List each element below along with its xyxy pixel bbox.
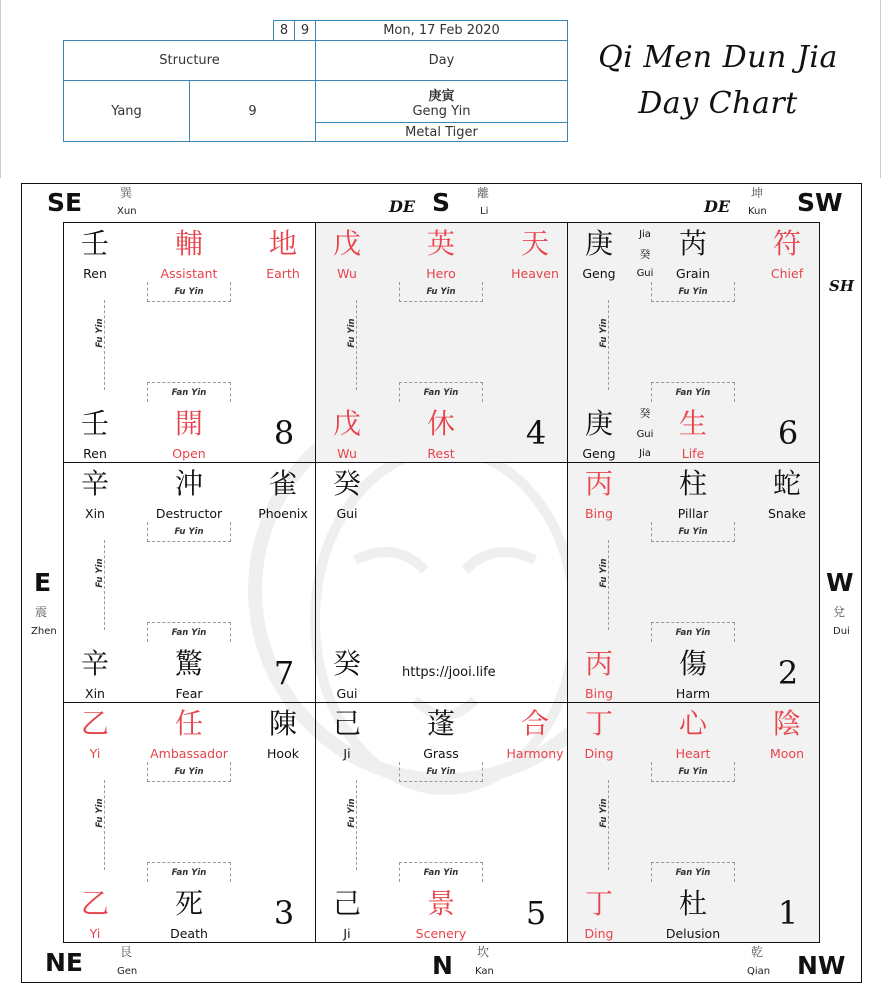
palace-8-door-label: Scenery (415, 926, 467, 941)
palace-1-heaven-stem-char: 壬 (80, 227, 109, 260)
palace-6-earth-stem-label: Bing (585, 686, 613, 701)
palace-8-fan-yin-box: Fan Yin (399, 862, 483, 882)
de-marker-s: DE (389, 197, 416, 216)
palace-1-deity-char: 地 (268, 227, 297, 260)
palace-1-earth-stem-char: 壬 (80, 407, 109, 440)
palace-6-earth-stem-char: 丙 (584, 647, 613, 680)
palace-6-fu-yin-vertical-label: Fu Yin (599, 558, 609, 588)
palace-3-door-label: Life (681, 446, 705, 461)
palace-4-number: 7 (273, 654, 295, 692)
palace-9-star-char: 心 (678, 707, 707, 740)
palace-3-fu-yin-box: Fu Yin (651, 282, 735, 302)
palace-4-fan-yin-box: Fan Yin (147, 622, 231, 642)
trigram-w-cj: 兌 (833, 605, 846, 619)
palace-9-fu-yin-box: Fu Yin (651, 762, 735, 782)
palace-2-door-char: 休 (426, 407, 455, 440)
palace-8-fu-yin-box: Fu Yin (399, 762, 483, 782)
palace-4-deity-char: 雀 (268, 467, 297, 500)
palace-7-heaven-stem-char: 乙 (80, 707, 109, 740)
palace-5-heaven-stem-label: Gui (336, 506, 358, 521)
palace-1-fu-yin-vertical (91, 300, 105, 390)
palace-7-earth-stem-label: Yi (89, 926, 101, 941)
palace-3-deity-char: 符 (772, 227, 801, 260)
palace-2-door-label: Rest (427, 446, 455, 461)
palace-9-star-label: Heart (675, 746, 711, 761)
trigram-nw-en: Qian (747, 966, 771, 977)
page-border-left (0, 0, 1, 178)
header-cell-1: 8 (273, 20, 295, 41)
palace-7-door-label: Death (170, 926, 208, 941)
palace-2-fu-yin-vertical-label: Fu Yin (347, 318, 357, 348)
palace-4-fu-yin-vertical (91, 540, 105, 630)
palace-5-heaven-stem-char: 癸 (332, 467, 361, 500)
palace-2-heaven-stem-char: 戊 (332, 227, 361, 260)
palace-7-deity-char: 陳 (268, 707, 297, 740)
palace-6-fu-yin-box: Fu Yin (651, 522, 735, 542)
sh-marker: SH (829, 277, 855, 295)
day-pillar (315, 80, 568, 123)
palace-1-deity-label: Earth (266, 266, 300, 281)
palace-7-number: 3 (273, 894, 295, 932)
grid-hline-2 (63, 702, 820, 703)
trigram-s-cj: 離 (477, 186, 490, 200)
palace-6-door-char: 傷 (678, 647, 707, 680)
palace-4-fu-yin-box: Fu Yin (147, 522, 231, 542)
palace-6-fu-yin-vertical (595, 540, 609, 630)
palace-8-fu-yin-vertical (343, 780, 357, 870)
palace-8-earth-stem-label: Ji (343, 926, 351, 941)
palace-6-heaven-stem-char: 丙 (584, 467, 613, 500)
palace-4-door-label: Fear (175, 686, 203, 701)
palace-9-fu-yin-vertical (595, 780, 609, 870)
grid-vline-2 (567, 222, 568, 942)
palace-9-earth-stem-char: 丁 (584, 887, 613, 920)
palace-7-star-char: 任 (174, 707, 203, 740)
palace-9-door-char: 杜 (678, 887, 707, 920)
dir-se: SE (47, 188, 83, 217)
dir-w: W (826, 568, 854, 597)
palace-8-number: 5 (525, 894, 547, 932)
palace-3-heaven-stem-char: 庚 (584, 227, 613, 260)
trigram-n-cj: 坎 (477, 945, 490, 959)
chart-date: Mon, 17 Feb 2020 (315, 20, 568, 41)
palace-3-star-label: Grain (676, 266, 710, 281)
palace-9-fan-yin-box: Fan Yin (651, 862, 735, 882)
palace-9-deity-label: Moon (769, 746, 804, 761)
palace-9-fu-yin-vertical-label: Fu Yin (599, 798, 609, 828)
palace-1-fu-yin-box: Fu Yin (147, 282, 231, 302)
palace-8-heaven-stem-char: 己 (332, 707, 361, 740)
palace-8-heaven-stem-label: Ji (343, 746, 351, 761)
palace-grid-border (63, 222, 820, 943)
trigram-n-en: Kan (475, 966, 494, 977)
site-url: https://jooi.life (402, 665, 496, 680)
palace-4-deity-label: Phoenix (258, 506, 308, 521)
palace-9-earth-stem-label: Ding (584, 926, 614, 941)
palace-5-earth-stem-label: Gui (336, 686, 358, 701)
palace-3-extra-bot-en1: Gui (636, 429, 654, 440)
palace-8-fu-yin-vertical-label: Fu Yin (347, 798, 357, 828)
palace-2-earth-stem-label: Wu (337, 446, 357, 461)
palace-9-deity-char: 陰 (772, 707, 801, 740)
palace-9-heaven-stem-label: Ding (584, 746, 614, 761)
palace-8-deity-label: Harmony (506, 746, 564, 761)
palace-3-extra-bot-char: 癸 (639, 407, 651, 420)
palace-7-deity-label: Hook (267, 746, 299, 761)
palace-3-door-char: 生 (678, 407, 707, 440)
palace-6-deity-char: 蛇 (772, 467, 801, 500)
de-marker-sw: DE (704, 197, 731, 216)
day-label: Day (315, 40, 568, 81)
structure-label: Structure (63, 40, 316, 81)
palace-6-door-label: Harm (675, 686, 711, 701)
palace-4-earth-stem-label: Xin (85, 686, 105, 701)
palace-4-star-char: 沖 (174, 467, 203, 500)
palace-3-extra-top-char: 癸 (639, 248, 651, 261)
palace-7-fu-yin-vertical-label: Fu Yin (95, 798, 105, 828)
palace-6-star-char: 柱 (678, 467, 707, 500)
palace-2-heaven-stem-label: Wu (337, 266, 357, 281)
palace-4-earth-stem-char: 辛 (80, 647, 109, 680)
trigram-ne-cj: 艮 (120, 945, 133, 959)
palace-2-earth-stem-char: 戊 (332, 407, 361, 440)
palace-6-deity-label: Snake (767, 506, 806, 521)
dir-sw: SW (797, 188, 843, 217)
trigram-se-cj: 巽 (120, 186, 133, 200)
dir-e: E (34, 568, 52, 597)
palace-3-star-char: 芮 (678, 227, 707, 260)
trigram-w-en: Dui (833, 626, 850, 637)
palace-2-fan-yin-box: Fan Yin (399, 382, 483, 402)
trigram-e-en: Zhen (31, 626, 57, 637)
palace-3-deity-label: Chief (770, 266, 804, 281)
palace-3-extra-top-en1: Jia (639, 229, 651, 240)
day-element: Metal Tiger (315, 122, 568, 142)
trigram-sw-cj: 坤 (751, 186, 764, 200)
palace-9-door-label: Delusion (665, 926, 721, 941)
trigram-s-en: Li (480, 206, 489, 217)
dir-ne: NE (45, 948, 84, 977)
palace-2-fu-yin-vertical (343, 300, 357, 390)
palace-4-star-label: Destructor (155, 506, 223, 521)
palace-1-earth-stem-label: Ren (83, 446, 107, 461)
palace-7-fu-yin-box: Fu Yin (147, 762, 231, 782)
dir-n: N (432, 951, 453, 980)
palace-2-deity-char: 天 (520, 227, 549, 260)
page-border-right (880, 0, 881, 178)
palace-3-fu-yin-vertical (595, 300, 609, 390)
day-pinyin: Geng Yin (412, 103, 471, 119)
palace-6-fan-yin-box: Fan Yin (651, 622, 735, 642)
palace-1-star-char: 輔 (174, 227, 203, 260)
palace-8-earth-stem-char: 己 (332, 887, 361, 920)
palace-3-extra-top-en2: Gui (636, 268, 654, 279)
palace-1-fu-yin-vertical-label: Fu Yin (95, 318, 105, 348)
palace-3-earth-stem-char: 庚 (584, 407, 613, 440)
palace-7-star-label: Ambassador (150, 746, 228, 761)
palace-3-fan-yin-box: Fan Yin (651, 382, 735, 402)
palace-2-star-label: Hero (426, 266, 456, 281)
palace-7-fan-yin-box: Fan Yin (147, 862, 231, 882)
palace-8-deity-char: 合 (520, 707, 549, 740)
palace-1-door-char: 開 (174, 407, 203, 440)
palace-2-number: 4 (525, 414, 547, 452)
palace-6-star-label: Pillar (677, 506, 709, 521)
palace-3-fu-yin-vertical-label: Fu Yin (599, 318, 609, 348)
palace-3-heaven-stem-label: Geng (582, 266, 616, 281)
palace-1-number: 8 (273, 414, 295, 452)
palace-7-heaven-stem-label: Yi (89, 746, 101, 761)
palace-6-number: 2 (777, 654, 799, 692)
trigram-se-en: Xun (117, 206, 137, 217)
header-cell-2: 9 (294, 20, 316, 41)
palace-4-door-char: 驚 (174, 647, 203, 680)
chart-title: Qi Men Dun Jia (598, 40, 838, 75)
palace-1-heaven-stem-label: Ren (83, 266, 107, 281)
palace-4-heaven-stem-label: Xin (85, 506, 105, 521)
palace-5-earth-stem-char: 癸 (332, 647, 361, 680)
polarity-value: Yang (63, 80, 190, 142)
dir-s: S (432, 188, 451, 217)
palace-3-extra-bot-en2: Jia (639, 448, 651, 459)
palace-8-door-char: 景 (426, 887, 455, 920)
grid-hline-1 (63, 462, 820, 463)
palace-1-fan-yin-box: Fan Yin (147, 382, 231, 402)
palace-9-number: 1 (777, 894, 799, 932)
palace-4-fu-yin-vertical-label: Fu Yin (95, 558, 105, 588)
trigram-e-cj: 震 (35, 605, 48, 619)
trigram-sw-en: Kun (748, 206, 767, 217)
palace-1-door-label: Open (172, 446, 206, 461)
grid-vline-1 (315, 222, 316, 942)
palace-8-star-char: 蓬 (426, 707, 455, 740)
palace-7-earth-stem-char: 乙 (80, 887, 109, 920)
palace-3-earth-stem-label: Geng (582, 446, 616, 461)
trigram-ne-en: Gen (117, 966, 138, 977)
palace-8-star-label: Grass (423, 746, 459, 761)
dir-nw: NW (797, 951, 846, 980)
palace-3-number: 6 (777, 414, 799, 452)
palace-2-star-char: 英 (426, 227, 455, 260)
palace-4-heaven-stem-char: 辛 (80, 467, 109, 500)
palace-7-door-char: 死 (174, 887, 203, 920)
day-chinese: 庚寅 (428, 88, 455, 104)
palace-2-deity-label: Heaven (511, 266, 559, 281)
structure-number: 9 (189, 80, 316, 142)
palace-2-fu-yin-box: Fu Yin (399, 282, 483, 302)
palace-6-heaven-stem-label: Bing (585, 506, 613, 521)
palace-9-heaven-stem-char: 丁 (584, 707, 613, 740)
palace-7-fu-yin-vertical (91, 780, 105, 870)
chart-subtitle: Day Chart (638, 86, 798, 121)
palace-1-star-label: Assistant (160, 266, 218, 281)
trigram-nw-cj: 乾 (751, 945, 764, 959)
